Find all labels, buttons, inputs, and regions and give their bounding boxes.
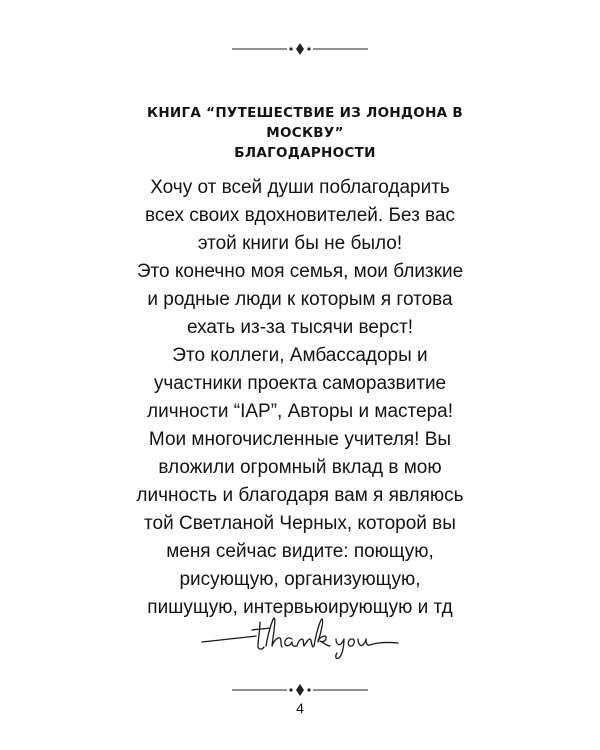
text-line: ехать из-за тысячи верст! xyxy=(186,317,414,338)
text-line: Мои многочисленные учителя! Вы xyxy=(148,429,452,450)
text-line: личность и благодаря вам я являюсь xyxy=(136,485,464,506)
text-line: пишущую, интервьюирующую и тд xyxy=(147,597,453,618)
diamond-dots-divider-icon xyxy=(0,42,600,56)
text-line: и родные люди к которым я готова xyxy=(147,289,453,310)
heading-title-line-2: МОСКВУ” xyxy=(266,125,344,141)
text-line: рисующую, организующую, xyxy=(179,569,421,590)
top-ornament-divider xyxy=(0,42,600,56)
chapter-heading xyxy=(140,103,470,163)
thank-you-signature xyxy=(200,612,400,662)
handwritten-thank-you-icon xyxy=(200,612,400,662)
text-line: Хочу от всей души поблагодарить xyxy=(150,177,450,198)
text-line: Это коллеги, Амбассадоры и xyxy=(172,345,428,366)
text-line: участники проекта саморазвитие xyxy=(153,373,447,394)
text-line: этой книги бы не было! xyxy=(197,233,403,254)
text-line: той Светланой Черных, которой вы xyxy=(144,513,456,534)
acknowledgements-text xyxy=(90,174,510,622)
page-number: 4 xyxy=(296,700,304,716)
text-line: Это конечно моя семья, мои близкие xyxy=(136,261,464,282)
bottom-ornament-divider xyxy=(0,683,600,697)
text-line: меня сейчас видите: поющую, xyxy=(166,541,434,562)
text-line: всех своих вдохновителей. Без вас xyxy=(144,205,456,226)
diamond-dots-divider-icon xyxy=(0,683,600,697)
text-line: вложили огромный вклад в мою xyxy=(158,457,442,478)
heading-section-title: БЛАГОДАРНОСТИ xyxy=(234,145,376,161)
text-line: личности “IAP”, Авторы и мастера! xyxy=(147,401,453,422)
heading-title-line-1: КНИГА “ПУТЕШЕСТВИЕ ИЗ ЛОНДОНА В xyxy=(146,105,464,121)
